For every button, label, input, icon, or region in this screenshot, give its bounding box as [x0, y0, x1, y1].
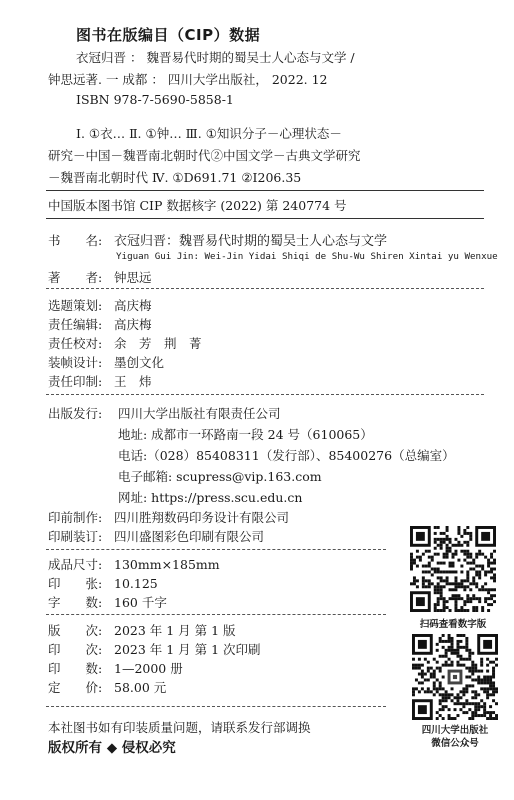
publisher-name: 四川大学出版社有限责任公司	[118, 406, 281, 421]
edition-value: 2023 年 1 月 第 1 版	[114, 623, 236, 638]
printing-row	[48, 527, 264, 545]
divider	[46, 190, 484, 191]
edition-label: 定 价:	[48, 680, 103, 695]
spec-value: 130mm×185mm	[114, 557, 220, 572]
edition-row	[48, 640, 261, 658]
divider	[46, 549, 386, 550]
staff-value: 王 炜	[114, 374, 152, 389]
staff-label: 选题策划:	[48, 298, 103, 313]
publisher-phone: 电话:（028）85408311（发行部）、85400276（总编室）	[118, 448, 455, 463]
book-title-row	[48, 230, 387, 249]
edition-row	[48, 659, 183, 677]
cip-classification-2: 研究－中国－魏晋南北朝时代②中国文学－古典文学研究	[48, 148, 361, 163]
cip-entry-title: 衣冠归晋 ： 魏晋易代时期的蜀吴士人心态与文学 /	[76, 50, 355, 65]
cip-classification-1: Ⅰ. ①衣… Ⅱ. ①钟… Ⅲ. ①知识分子－心理状态－	[76, 126, 342, 141]
qr-caption-wechat: 微信公众号	[431, 738, 479, 749]
edition-label: 印 数:	[48, 661, 103, 676]
author-row	[48, 268, 152, 286]
printing-value: 四川胜翔数码印务设计有限公司	[114, 510, 290, 525]
staff-row	[48, 296, 152, 314]
edition-row	[48, 621, 236, 639]
edition-label: 版 次:	[48, 623, 103, 638]
staff-row	[48, 353, 164, 371]
staff-value: 墨创文化	[114, 355, 165, 370]
spec-value: 10.125	[114, 576, 158, 591]
staff-label: 责任校对:	[48, 336, 103, 351]
author-name: 钟思远	[114, 270, 152, 285]
rights-statement: 版权所有 ◆ 侵权必究	[48, 740, 176, 756]
quality-notice: 本社图书如有印装质量问题，请联系发行部调换	[48, 720, 311, 735]
divider	[46, 288, 484, 289]
printing-label: 印刷装订:	[48, 529, 103, 544]
edition-value: 2023 年 1 月 第 1 次印刷	[114, 642, 261, 657]
staff-label: 责任编辑:	[48, 317, 103, 332]
publisher-label: 出版发行:	[48, 406, 103, 421]
cip-isbn: ISBN 978-7-5690-5858-1	[76, 92, 234, 107]
publisher-email: 电子邮箱: scupress@vip.163.com	[118, 469, 322, 484]
staff-row	[48, 372, 152, 390]
staff-row	[48, 315, 152, 333]
spec-value: 160 千字	[114, 595, 167, 610]
cip-verify-number: 中国版本图书馆 CIP 数据核字 (2022) 第 240774 号	[48, 198, 347, 213]
staff-label: 责任印制:	[48, 374, 103, 389]
spec-label: 成品尺寸:	[48, 557, 103, 572]
spec-row	[48, 555, 220, 573]
printing-value: 四川盛图彩色印刷有限公司	[114, 529, 265, 544]
book-title-pinyin: Yiguan Gui Jin: Wei-Jin Yidai Shiqi de Shu-Wu Shiren Xintai yu Wenxue	[116, 251, 498, 262]
staff-value: 高庆梅	[114, 298, 152, 313]
staff-value: 余 芳 荆 菁	[114, 336, 202, 351]
qr-caption-publisher: 四川大学出版社	[421, 725, 489, 736]
printing-row	[48, 508, 289, 526]
publisher-website: 网址: https://press.scu.edu.cn	[118, 490, 303, 505]
edition-value: 58.00 元	[114, 680, 167, 695]
divider	[46, 394, 484, 395]
qr-code-wechat[interactable]	[412, 634, 498, 720]
edition-label: 印 次:	[48, 642, 103, 657]
printing-label: 印前制作:	[48, 510, 103, 525]
cip-entry-author: 钟思远著. 一 成都 ： 四川大学出版社， 2022. 12	[48, 72, 328, 87]
divider	[46, 614, 386, 615]
spec-label: 字 数:	[48, 595, 103, 610]
author-label: 著 者:	[48, 270, 103, 285]
divider	[46, 706, 386, 707]
staff-label: 装帧设计:	[48, 355, 103, 370]
divider	[46, 218, 484, 219]
book-title: 衣冠归晋：魏晋易代时期的蜀吴士人心态与文学	[114, 234, 388, 249]
staff-row	[48, 334, 202, 352]
edition-value: 1—2000 册	[114, 661, 183, 676]
spec-row	[48, 593, 167, 611]
qr-code-digital-edition[interactable]	[410, 526, 496, 612]
edition-row	[48, 678, 166, 696]
spec-label: 印 张:	[48, 576, 103, 591]
publisher-address: 地址: 成都市一环路南一段 24 号（610065）	[118, 427, 373, 442]
staff-value: 高庆梅	[114, 317, 152, 332]
cip-classification-3: －魏晋南北朝时代 Ⅳ. ①D691.71 ②I206.35	[48, 170, 302, 185]
qr-caption-digital: 扫码查看数字版	[419, 619, 487, 630]
cip-title: 图书在版编目（CIP）数据	[76, 26, 261, 44]
book-title-label: 书 名:	[48, 233, 103, 248]
spec-row	[48, 574, 158, 592]
